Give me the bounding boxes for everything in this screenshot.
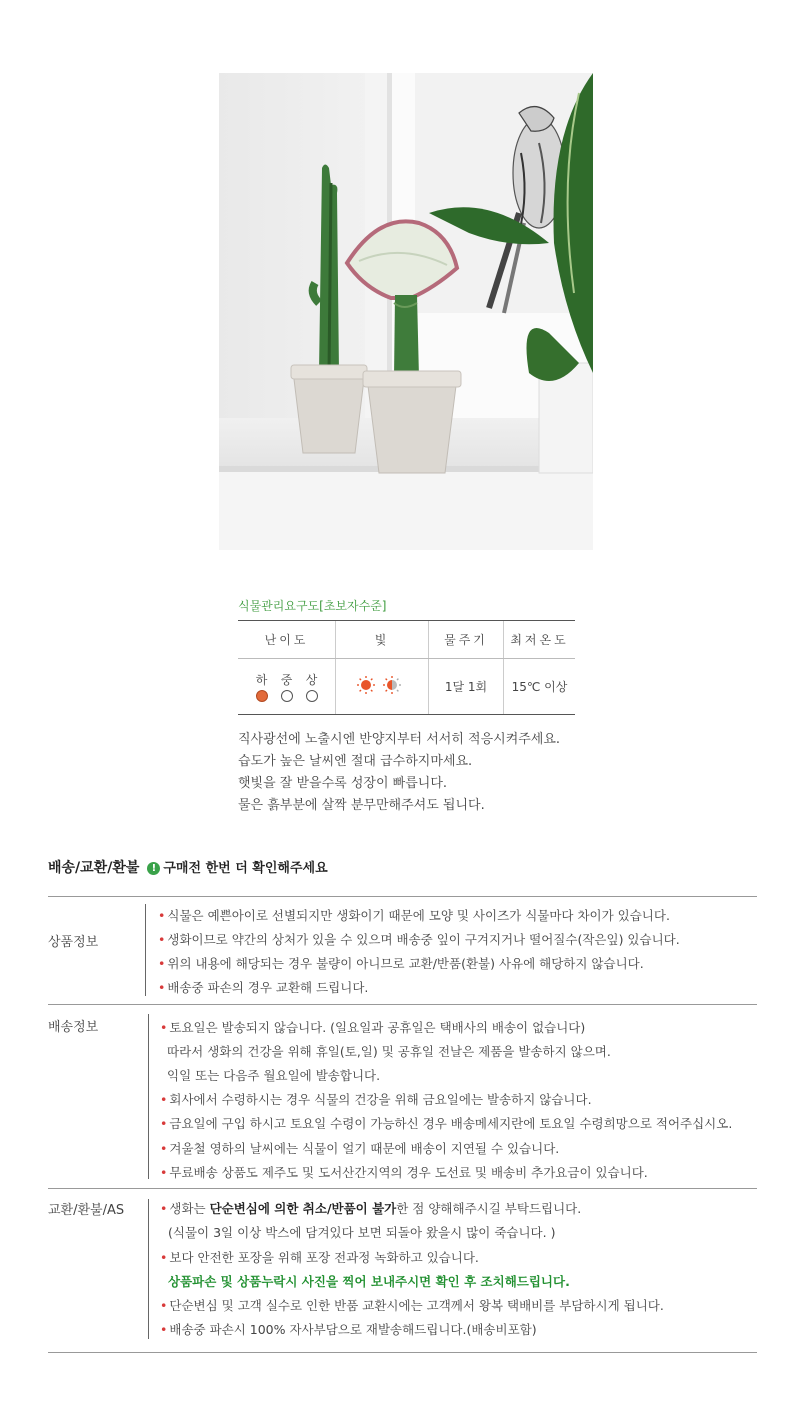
care-title: 식물관리요구도[초보자수준] bbox=[238, 599, 387, 613]
section-label-exchange: 교환/환불/AS bbox=[48, 1203, 125, 1218]
plants-illustration bbox=[219, 73, 593, 550]
delivery-info-line: 따라서 생화의 건강을 위해 휴일(토,일) 및 공휴일 전날은 제품을 발송하지 않으며. bbox=[167, 1044, 611, 1059]
care-notes bbox=[238, 729, 560, 817]
sun-full-icon bbox=[357, 676, 375, 694]
level-mid-label: 중 bbox=[280, 673, 293, 687]
header-min-temp: 최저온도 bbox=[504, 621, 576, 659]
sun-half-icon bbox=[383, 676, 401, 694]
product-info-line: • 배송중 파손의 경우 교환해 드립니다. bbox=[158, 980, 369, 995]
section-label-product-info: 상품정보 bbox=[48, 935, 99, 950]
care-note-line: 햇빛을 잘 받을수록 성장이 빠릅니다. bbox=[238, 776, 448, 791]
exchange-line: • 보다 안전한 포장을 위해 포장 전과정 녹화하고 있습니다. bbox=[160, 1250, 479, 1265]
delivery-info-line: • 무료배송 상품도 제주도 및 도서산간지역의 경우 도선료 및 배송비 추가요금이 있습니다. bbox=[160, 1165, 648, 1180]
level-low-label: 하 bbox=[255, 673, 268, 687]
exchange-line: • 배송중 파손시 100% 자사부담으로 재발송해드립니다.(배송비포함) bbox=[160, 1322, 537, 1337]
product-info-line: • 식물은 예쁜아이로 선별되지만 생화이기 때문에 모양 및 사이즈가 식물마다 차이가 있습니다. bbox=[158, 908, 670, 923]
delivery-info-line: • 회사에서 수령하시는 경우 식물의 건강을 위해 금요일에는 발송하지 않습니다. bbox=[160, 1092, 592, 1107]
header-water: 물주기 bbox=[429, 621, 504, 659]
shipping-heading bbox=[48, 857, 328, 877]
section-divider bbox=[148, 1014, 149, 1179]
shipping-title: 배송/교환/환불 bbox=[48, 860, 140, 876]
difficulty-labels bbox=[239, 671, 334, 688]
level-high-label: 상 bbox=[305, 673, 318, 687]
cactus-icon bbox=[291, 165, 367, 454]
delivery-info-line: • 금요일에 구입 하시고 토요일 수령이 가능하신 경우 배송메세지란에 토요일 수령희망으로 적어주십시오. bbox=[160, 1116, 733, 1131]
level-dot-high bbox=[306, 690, 318, 702]
care-note-line: 습도가 높은 날씨엔 절대 급수하지마세요. bbox=[238, 754, 473, 769]
exchange-line: • 단순변심 및 고객 실수로 인한 반품 교환시에는 고객께서 왕복 택배비를 부담하시게 됩니다. bbox=[160, 1298, 664, 1313]
care-table bbox=[238, 620, 575, 715]
crested-cactus-icon bbox=[347, 221, 461, 473]
exchange-line: • 생화는 단순변심에 의한 취소/반품이 불가한 점 양해해주시길 부탁드립니다. bbox=[160, 1201, 582, 1216]
difficulty-cell bbox=[238, 659, 336, 715]
exchange-line: (식물이 3일 이상 박스에 담겨있다 보면 되돌아 왔을시 많이 죽습니다. ) bbox=[168, 1225, 556, 1240]
min-temp-cell: 15℃ 이상 bbox=[504, 659, 576, 715]
section-label-delivery-info: 배송정보 bbox=[48, 1020, 99, 1035]
header-difficulty: 난이도 bbox=[238, 621, 336, 659]
level-dot-mid bbox=[281, 690, 293, 702]
product-photo bbox=[219, 73, 593, 550]
care-note-line: 물은 흙부분에 살짝 분무만해주셔도 됩니다. bbox=[238, 798, 485, 813]
header-light: 빛 bbox=[336, 621, 429, 659]
delivery-info-line: 익일 또는 다음주 월요일에 발송합니다. bbox=[167, 1068, 381, 1083]
delivery-info-line: • 토요일은 발송되지 않습니다. (일요일과 공휴일은 택배사의 배송이 없습니다) bbox=[160, 1020, 586, 1035]
product-info-line: • 위의 내용에 해당되는 경우 불량이 아니므로 교환/반품(환불) 사유에 해당하지 않습니다. bbox=[158, 956, 644, 971]
section-divider bbox=[145, 904, 146, 996]
care-header-row bbox=[238, 621, 575, 659]
delivery-info-line: • 겨울철 영하의 날씨에는 식물이 얼기 때문에 배송이 지연될 수 있습니다. bbox=[160, 1141, 560, 1156]
water-cell: 1달 1회 bbox=[429, 659, 504, 715]
light-cell bbox=[336, 659, 429, 715]
care-note-line: 직사광선에 노출시엔 반양지부터 서서히 적응시켜주세요. bbox=[238, 732, 561, 747]
care-value-row bbox=[238, 659, 575, 715]
divider bbox=[48, 896, 757, 897]
exclamation-icon: ! bbox=[147, 862, 160, 875]
divider bbox=[48, 1188, 757, 1189]
divider bbox=[48, 1352, 757, 1353]
product-info-line: • 생화이므로 약간의 상처가 있을 수 있으며 배송중 잎이 구겨지거나 떨어질수(작은잎) 있습니다. bbox=[158, 932, 680, 947]
shipping-notice: 구매전 한번 더 확인해주세요 bbox=[163, 861, 328, 876]
section-divider bbox=[148, 1199, 149, 1339]
exchange-line-highlight: 상품파손 및 상품누락시 사진을 찍어 보내주시면 확인 후 조치해드립니다. bbox=[168, 1274, 570, 1289]
level-dot-low bbox=[256, 690, 268, 702]
difficulty-dots bbox=[239, 688, 334, 702]
divider bbox=[48, 1004, 757, 1005]
